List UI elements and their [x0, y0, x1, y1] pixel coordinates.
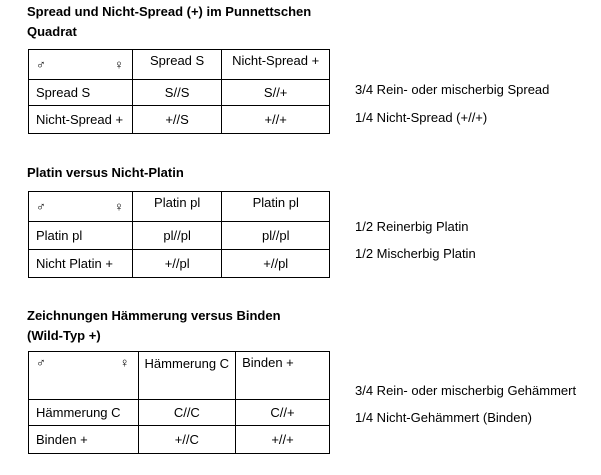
result-note: 1/4 Nicht-Gehämmert (Binden) [355, 410, 533, 425]
genotype-cell: +//S [132, 106, 221, 134]
punnett-table-spread [28, 49, 330, 134]
column-header: Hämmerung C [138, 352, 236, 400]
genotype-cell: pl//pl [222, 222, 330, 250]
section-title-zeichnungen [27, 306, 281, 346]
table-row [29, 106, 330, 134]
title-line: Quadrat [27, 24, 77, 39]
row-label: Nicht-Spread + [29, 106, 133, 134]
title-line: Platin versus Nicht-Platin [27, 165, 184, 180]
section-title-platin [27, 163, 184, 183]
row-label: Platin pl [29, 222, 133, 250]
column-header: Platin pl [132, 192, 222, 222]
genotype-cell: pl//pl [132, 222, 222, 250]
row-label: Nicht Platin + [29, 250, 133, 278]
result-note: 1/2 Mischerbig Platin [355, 246, 476, 261]
table-row [29, 250, 330, 278]
table-row [29, 222, 330, 250]
punnett-table-platin [28, 191, 330, 278]
result-note: 3/4 Rein- oder mischerbig Gehämmert [355, 383, 577, 398]
row-label: Hämmerung C [29, 400, 139, 426]
title-line: (Wild-Typ +) [27, 328, 101, 343]
genotype-cell: S//+ [222, 80, 330, 106]
column-header: Platin pl [222, 192, 330, 222]
genotype-cell: +//+ [222, 106, 330, 134]
row-label: Binden + [29, 426, 139, 454]
table-header-row [29, 50, 330, 80]
result-note: 1/4 Nicht-Spread (+//+) [355, 110, 488, 125]
table-row [29, 400, 330, 426]
table-row [29, 426, 330, 454]
corner-cell [29, 352, 139, 400]
result-note: 3/4 Rein- oder mischerbig Spread [355, 82, 550, 97]
column-header: Nicht-Spread + [222, 50, 330, 80]
column-header: Binden + [236, 352, 330, 400]
male-symbol-icon: ♂ [36, 56, 46, 72]
genotype-cell: +//C [138, 426, 236, 454]
genotype-cell: S//S [132, 80, 221, 106]
genotype-cell: +//pl [132, 250, 222, 278]
female-symbol-icon: ♀ [114, 56, 124, 72]
corner-cell [29, 192, 133, 222]
male-symbol-icon: ♂ [36, 198, 46, 214]
column-header: Spread S [132, 50, 221, 80]
male-symbol-icon: ♂ [36, 355, 46, 370]
female-symbol-icon: ♀ [119, 355, 130, 370]
genotype-cell: C//C [138, 400, 236, 426]
table-row [29, 80, 330, 106]
table-header-row [29, 352, 330, 400]
title-line: Zeichnungen Hämmerung versus Binden [27, 308, 281, 323]
corner-cell [29, 50, 133, 80]
section-title-spread [27, 2, 311, 42]
title-line: Spread und Nicht-Spread (+) im Punnettschen [27, 4, 312, 19]
genotype-cell: C//+ [236, 400, 330, 426]
punnett-table-zeichnungen [28, 351, 330, 454]
result-note: 1/2 Reinerbig Platin [355, 219, 469, 234]
female-symbol-icon: ♀ [114, 198, 124, 214]
row-label: Spread S [29, 80, 133, 106]
genotype-cell: +//+ [236, 426, 330, 454]
table-header-row [29, 192, 330, 222]
genotype-cell: +//pl [222, 250, 330, 278]
